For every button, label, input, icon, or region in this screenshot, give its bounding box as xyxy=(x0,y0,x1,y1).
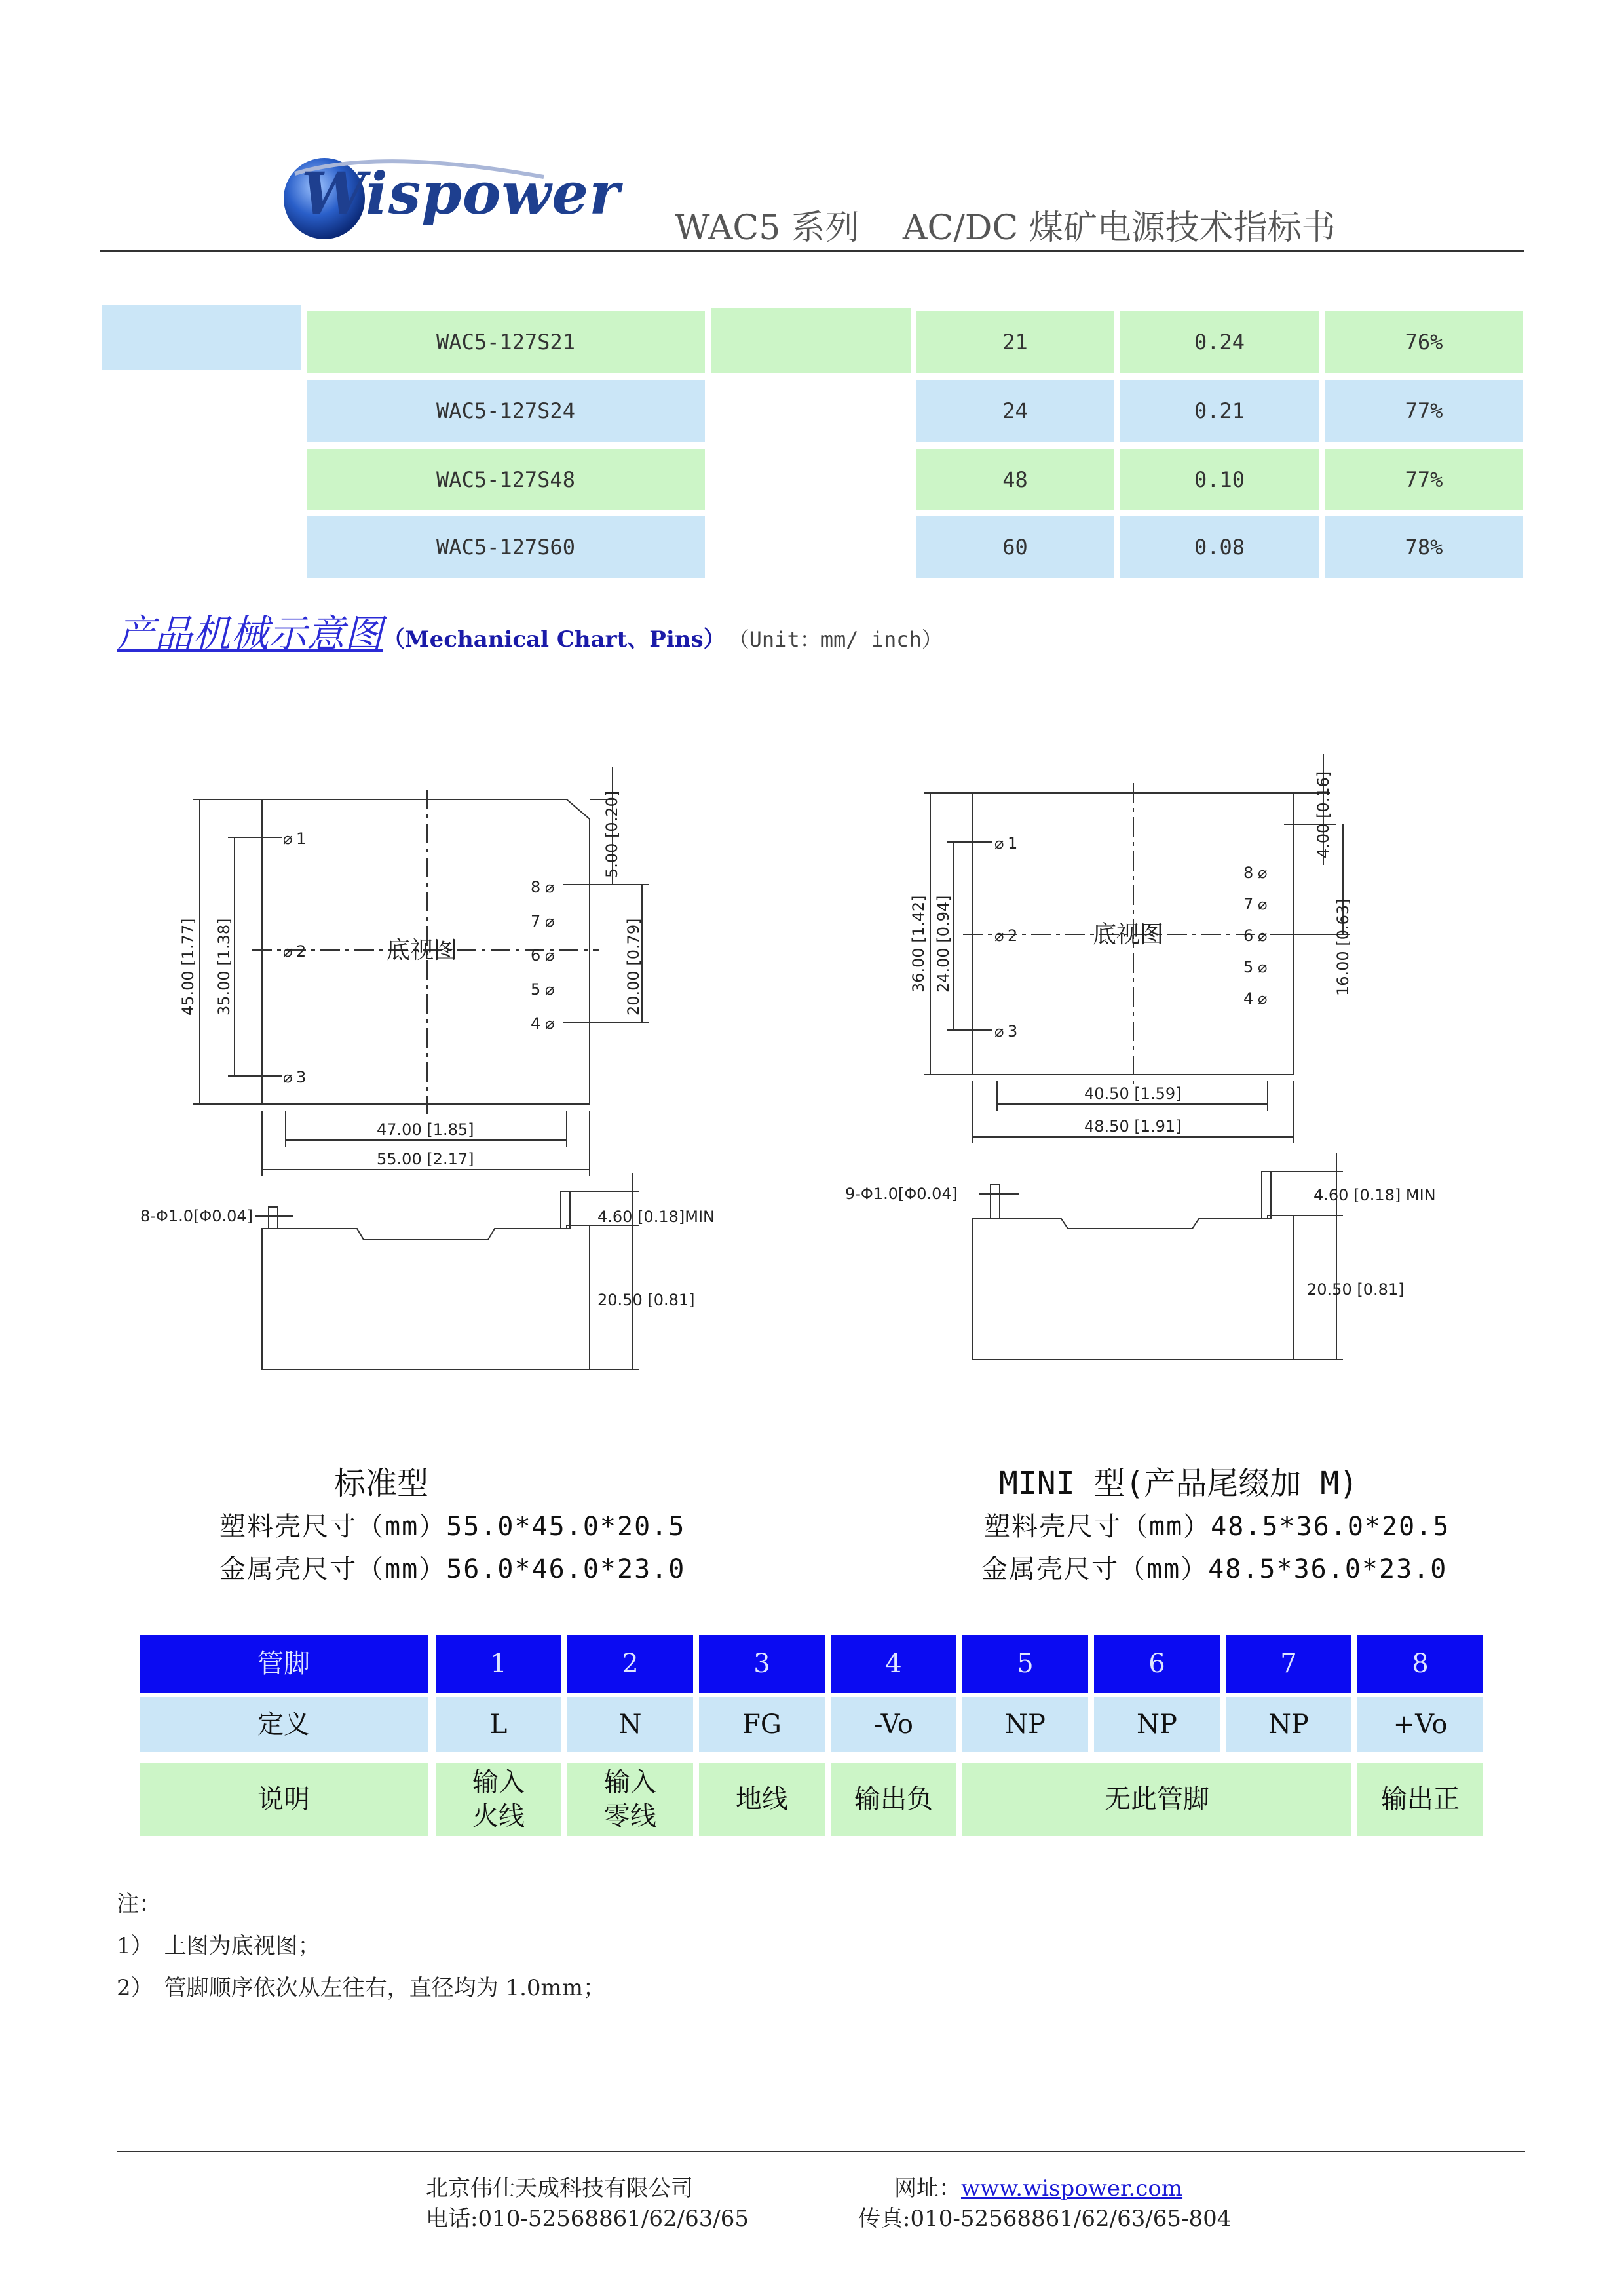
dim-case-h: 20.50 [0.81] xyxy=(1307,1280,1405,1299)
pin-desc-8: 输出正 xyxy=(1357,1763,1483,1836)
pin-number: 5 xyxy=(962,1635,1088,1693)
pin-number: 6 xyxy=(1094,1635,1220,1693)
caption-standard-plastic: 塑料壳尺寸（mm）55.0*45.0*20.5 xyxy=(219,1512,686,1542)
pin-label: 1 xyxy=(1008,834,1018,852)
svg-text:⌀: ⌀ xyxy=(1258,895,1268,913)
dim-pin-width: 47.00 [1.85] xyxy=(377,1120,474,1139)
logo xyxy=(282,147,620,246)
section-title-en: （Mechanical Chart、Pins） xyxy=(383,626,726,653)
pin-label: 7 xyxy=(1243,895,1254,913)
pin-number: 4 xyxy=(831,1635,956,1693)
header-divider xyxy=(100,250,1524,252)
pin-number: 1 xyxy=(436,1635,561,1693)
dim-pin-dia: 8-Φ1.0[Φ0.04] xyxy=(140,1207,254,1225)
pin-def: N xyxy=(567,1697,693,1752)
svg-text:⌀: ⌀ xyxy=(283,1068,293,1086)
svg-text:⌀: ⌀ xyxy=(545,1014,555,1033)
model-table-left-cell xyxy=(102,305,301,370)
pin-label: 8 xyxy=(1243,864,1254,882)
view-label: 底视图 xyxy=(1093,921,1164,948)
pin-desc-3: 地线 xyxy=(699,1763,825,1836)
pin-def-label: 定义 xyxy=(140,1697,428,1752)
svg-text:⌀: ⌀ xyxy=(545,912,555,930)
view-label: 底视图 xyxy=(387,937,458,964)
pin-desc-5-7: 无此管脚 xyxy=(962,1763,1351,1836)
footer-company: 北京伟仕天成科技有限公司 xyxy=(426,2175,693,2202)
svg-text:⌀: ⌀ xyxy=(1258,989,1268,1008)
pin-label: 8 xyxy=(531,878,541,896)
caption-standard-metal: 金属壳尺寸（mm）56.0*46.0*23.0 xyxy=(219,1554,686,1584)
table-row-voltage: 21 xyxy=(916,311,1114,373)
table-row-model: WAC5-127S60 xyxy=(307,516,705,578)
pin-number: 2 xyxy=(567,1635,693,1693)
pin-label: 2 xyxy=(296,942,307,961)
dim-pin-dia: 9-Φ1.0[Φ0.04] xyxy=(845,1185,958,1203)
caption-mini-metal: 金属壳尺寸（mm）48.5*36.0*23.0 xyxy=(981,1554,1448,1584)
table-row-efficiency: 77% xyxy=(1325,380,1523,442)
caption-mini-plastic: 塑料壳尺寸（mm）48.5*36.0*20.5 xyxy=(984,1512,1450,1542)
pin-def: NP xyxy=(962,1697,1088,1752)
svg-text:⌀: ⌀ xyxy=(283,830,293,848)
note-item: 1） 上图为底视图； xyxy=(117,1933,320,1959)
dim-pin-len: 4.60 [0.18]MIN xyxy=(597,1208,715,1226)
table-row-efficiency: 77% xyxy=(1325,449,1523,510)
table-row-model: WAC5-127S24 xyxy=(307,380,705,442)
table-row-current: 0.24 xyxy=(1120,311,1319,373)
pin-label: 4 xyxy=(531,1014,541,1033)
section-unit: （Unit：mm/ inch） xyxy=(738,627,943,652)
table-row-voltage: 24 xyxy=(916,380,1114,442)
pin-desc-label: 说明 xyxy=(140,1763,428,1836)
pin-number: 3 xyxy=(699,1635,825,1693)
table-row-voltage: 60 xyxy=(916,516,1114,578)
table-row-model: WAC5-127S21 xyxy=(307,311,705,373)
pin-number: 8 xyxy=(1357,1635,1483,1693)
svg-text:⌀: ⌀ xyxy=(545,878,555,896)
dim-width: 48.50 [1.91] xyxy=(1084,1117,1182,1136)
pin-label: 5 xyxy=(1243,958,1254,976)
drawing-mini xyxy=(825,747,1481,1376)
pin-def: FG xyxy=(699,1697,825,1752)
dim-pin-span: 24.00 [0.94] xyxy=(934,895,953,993)
pin-label: 3 xyxy=(296,1068,307,1086)
pin-def: NP xyxy=(1226,1697,1351,1752)
svg-text:⌀: ⌀ xyxy=(994,1022,1004,1041)
footer-fax: 传真:010-52568861/62/63/65-804 xyxy=(858,2206,1232,2232)
pin-label: 5 xyxy=(531,980,541,999)
pin-label: 2 xyxy=(1008,927,1018,945)
pin-def: +Vo xyxy=(1357,1697,1483,1752)
pin-desc-1 xyxy=(436,1763,561,1836)
section-title-cn: 产品机械示意图 xyxy=(117,611,383,656)
svg-text:⌀: ⌀ xyxy=(283,942,293,961)
dim-right-span: 20.00 [0.79] xyxy=(624,918,643,1016)
pin-def: L xyxy=(436,1697,561,1752)
dim-pin-len: 4.60 [0.18] MIN xyxy=(1313,1186,1436,1204)
dim-top: 5.00 [0.20] xyxy=(603,790,621,878)
footer-web-link[interactable]: www.wispower.com xyxy=(961,2175,1183,2202)
footer-divider xyxy=(117,2151,1525,2152)
svg-text:⌀: ⌀ xyxy=(994,927,1004,945)
pin-desc-line: 零线 xyxy=(604,1801,656,1831)
pin-def: -Vo xyxy=(831,1697,956,1752)
dim-right-span: 16.00 [0.63] xyxy=(1334,898,1352,996)
dim-width: 55.00 [2.17] xyxy=(377,1150,474,1168)
pin-label: 7 xyxy=(531,912,541,930)
pin-label: 1 xyxy=(296,830,307,848)
caption-standard-title: 标准型 xyxy=(334,1465,429,1502)
model-table-blank-cell xyxy=(711,308,911,373)
footer-web xyxy=(894,2170,1182,2202)
pin-label: 4 xyxy=(1243,989,1254,1008)
pin-def: NP xyxy=(1094,1697,1220,1752)
pin-desc-4: 输出负 xyxy=(831,1763,956,1836)
table-row-voltage: 48 xyxy=(916,449,1114,510)
table-row-efficiency: 76% xyxy=(1325,311,1523,373)
svg-text:⌀: ⌀ xyxy=(1258,958,1268,976)
svg-text:⌀: ⌀ xyxy=(1258,927,1268,945)
pin-header-label: 管脚 xyxy=(140,1635,428,1693)
dim-height: 36.00 [1.42] xyxy=(909,895,928,993)
svg-text:⌀: ⌀ xyxy=(1258,864,1268,882)
dim-pin-span: 35.00 [1.38] xyxy=(215,918,233,1016)
table-row-current: 0.08 xyxy=(1120,516,1319,578)
pin-label: 6 xyxy=(1243,927,1254,945)
table-row-current: 0.21 xyxy=(1120,380,1319,442)
drawing-standard xyxy=(131,754,786,1383)
pin-desc-line: 火线 xyxy=(472,1801,525,1831)
pin-label: 3 xyxy=(1008,1022,1018,1041)
logo-text: Wispower xyxy=(301,159,620,227)
table-row-efficiency: 78% xyxy=(1325,516,1523,578)
pin-desc-line: 输入 xyxy=(472,1767,525,1797)
section-heading xyxy=(117,603,943,658)
dim-case-h: 20.50 [0.81] xyxy=(597,1291,695,1309)
pin-label: 6 xyxy=(531,946,541,965)
note-item: 2） 管脚顺序依次从左往右，直径均为 1.0mm； xyxy=(117,1975,605,2001)
table-row-model: WAC5-127S48 xyxy=(307,449,705,510)
pin-number: 7 xyxy=(1226,1635,1351,1693)
dim-pin-width: 40.50 [1.59] xyxy=(1084,1084,1182,1103)
svg-text:⌀: ⌀ xyxy=(545,980,555,999)
pin-desc-line: 输入 xyxy=(604,1767,656,1797)
notes-title: 注： xyxy=(117,1891,161,1917)
dim-top: 4.00 [0.16] xyxy=(1314,771,1332,858)
svg-text:⌀: ⌀ xyxy=(545,946,555,965)
caption-mini-title: MINI 型(产品尾缀加 M) xyxy=(999,1465,1359,1502)
dim-height: 45.00 [1.77] xyxy=(179,918,197,1016)
table-row-current: 0.10 xyxy=(1120,449,1319,510)
footer-phone: 电话:010-52568861/62/63/65 xyxy=(426,2206,749,2232)
svg-text:⌀: ⌀ xyxy=(994,834,1004,852)
document-title: WAC5 系列 AC/DC 煤矿电源技术指标书 xyxy=(675,208,1336,248)
pin-desc-2 xyxy=(567,1763,693,1836)
footer-web-label: 网址： xyxy=(894,2175,961,2202)
